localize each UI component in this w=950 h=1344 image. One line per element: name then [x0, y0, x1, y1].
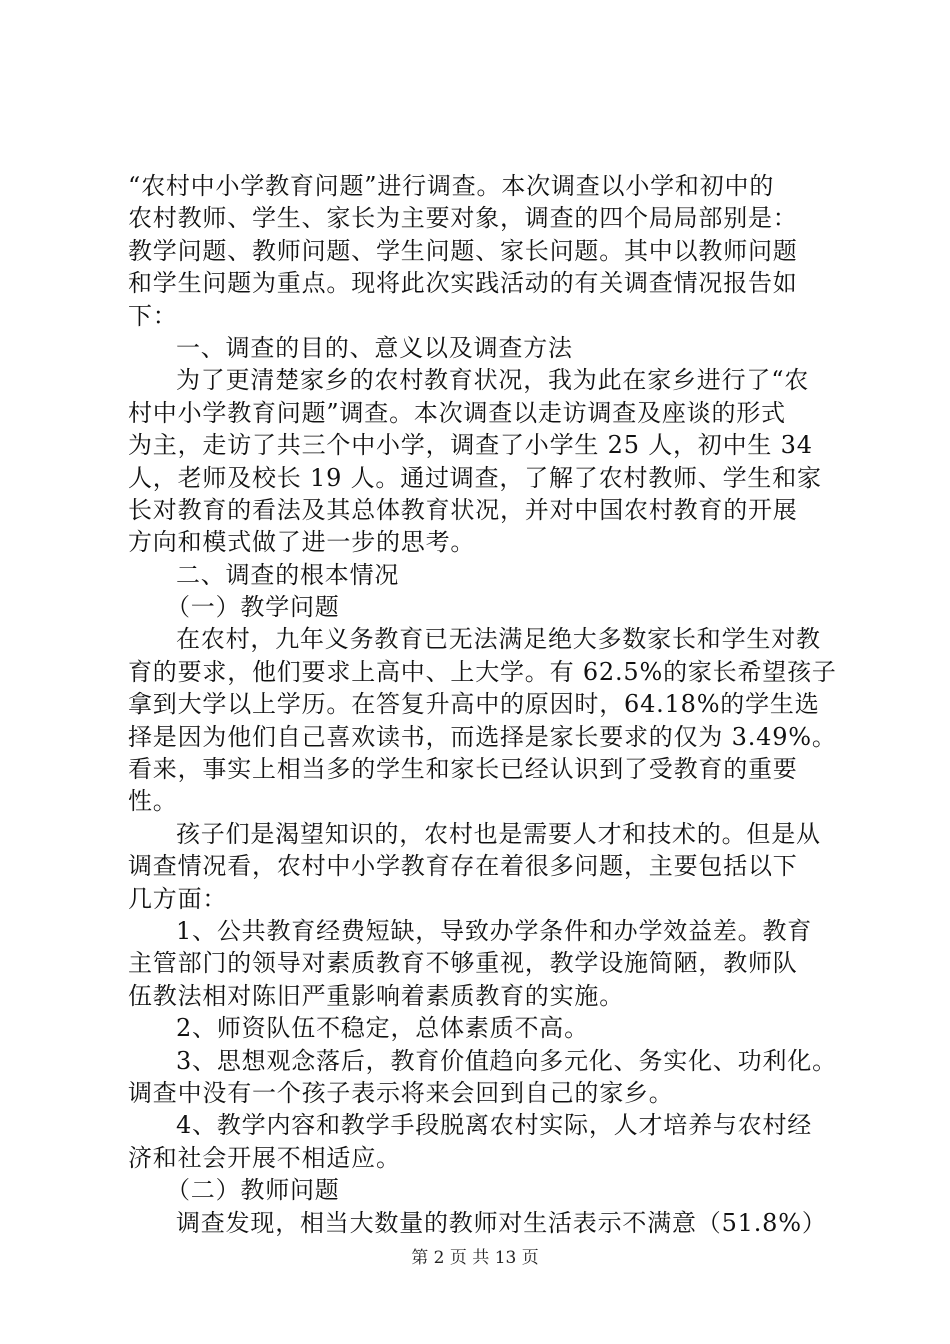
- text-line: 拿到大学以上学历。在答复升高中的原因时，64.18%的学生选: [128, 690, 820, 719]
- text-line: （一）教学问题: [166, 593, 340, 622]
- text-line: 农村教师、学生、家长为主要对象，调查的四个局局部别是：: [128, 204, 798, 233]
- text-line: 几方面：: [128, 884, 228, 913]
- text-line: 主管部门的领导对素质教育不够重视，教学设施简陋，教师队: [128, 949, 798, 978]
- text-line: 一、调查的目的、意义以及调查方法: [176, 333, 573, 362]
- text-line: 二、调查的根本情况: [176, 560, 400, 589]
- text-line: “农村中小学教育问题”进行调查。本次调查以小学和初中的: [128, 172, 775, 200]
- text-line: 为了更清楚家乡的农村教育状况，我为此在家乡进行了“农: [176, 366, 810, 395]
- text-line: 和学生问题为重点。现将此次实践活动的有关调查情况报告如: [128, 269, 798, 298]
- text-line: 济和社会开展不相适应。: [128, 1143, 401, 1172]
- document-body: [128, 170, 848, 1239]
- text-line: 性。: [128, 787, 178, 816]
- page-footer: 第 2 页 共 13 页: [411, 1248, 539, 1268]
- text-line: 下：: [128, 301, 178, 330]
- text-line: 2、师资队伍不稳定，总体素质不高。: [176, 1014, 589, 1043]
- text-line: 村中小学教育问题”调查。本次调查以走访调查及座谈的形式: [128, 398, 786, 427]
- text-line: 育的要求，他们要求上高中、上大学。有 62.5%的家长希望孩子: [128, 657, 837, 686]
- text-line: 人，老师及校长 19 人。通过调查，了解了农村教师、学生和家: [128, 463, 822, 492]
- text-line: 3、思想观念落后，教育价值趋向多元化、务实化、功利化。: [176, 1046, 837, 1075]
- text-line: 长对教育的看法及其总体教育状况，并对中国农村教育的开展: [128, 495, 798, 524]
- text-line: 孩子们是渴望知识的，农村也是需要人才和技术的。但是从: [176, 819, 821, 848]
- text-line: 择是因为他们自己喜欢读书，而选择是家长要求的仅为 3.49%。: [128, 722, 837, 751]
- text-line: 调查情况看，农村中小学教育存在着很多问题，主要包括以下: [128, 852, 798, 881]
- text-line: 方向和模式做了进一步的思考。: [128, 528, 476, 557]
- text-line: 调查中没有一个孩子表示将来会回到自己的家乡。: [128, 1078, 674, 1107]
- text-line: 看来，事实上相当多的学生和家长已经认识到了受教育的重要: [128, 755, 798, 784]
- text-line: 在农村，九年义务教育已无法满足绝大多数家长和学生对教: [176, 625, 821, 654]
- text-line: 调查发现，相当大数量的教师对生活表示不满意（51.8%）: [176, 1208, 827, 1237]
- text-line: 教学问题、教师问题、学生问题、家长问题。其中以教师问题: [128, 236, 798, 265]
- text-line: 为主，走访了共三个中小学，调查了小学生 25 人，初中生 34: [128, 431, 813, 460]
- text-line: （二）教师问题: [166, 1176, 340, 1205]
- text-line: 伍教法相对陈旧严重影响着素质教育的实施。: [128, 981, 624, 1010]
- text-line: 4、教学内容和教学手段脱离农村实际，人才培养与农村经: [176, 1111, 813, 1140]
- text-line: 1、公共教育经费短缺，导致办学条件和办学效益差。教育: [176, 916, 813, 945]
